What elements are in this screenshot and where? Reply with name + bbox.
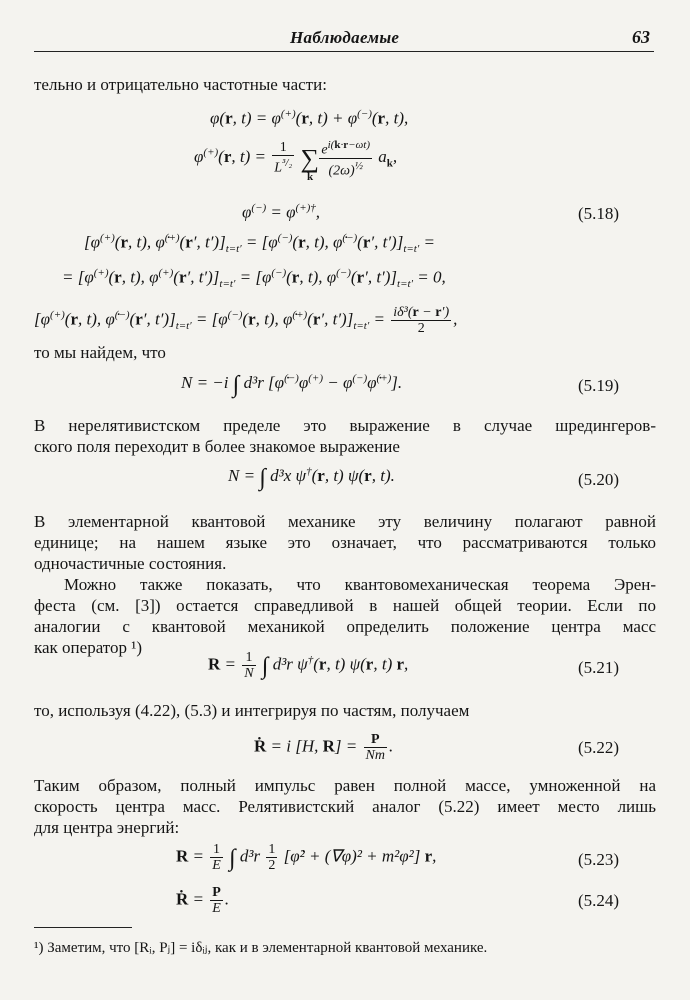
equation-commutator-1: [φ(+)(r, t), φ̇(+)(r′, $t')]_{t=t'} = [\varphi^{(-)}(r$, t), φ̇(−)(r′, $t')]_{t=t'}$ = — [84, 232, 436, 256]
paragraph-momentum — [34, 775, 656, 838]
equation-center-of-energy: R = $\frac{1}{E}$ ∫ d³r $\frac{1}{2}$ [φ̇² + (∇φ)² + m²φ²] r, — [176, 842, 437, 873]
equation-number: (5.24) — [578, 891, 620, 910]
equation-schrodinger-number: N = ∫ d³x ψ†(r, t) ψ(r, t). — [228, 465, 395, 491]
equation-number: (5.18) — [578, 204, 620, 223]
equation-phi-minus: φ(−) = φ(+)†, — [242, 202, 321, 222]
equation-phi-plus: φ(+)(r, t) = $\frac{1}{L^{^3/_2}}$ $\sum_k$ $\frac{e^{i(k\cdot r-\omega t)}}{(2\omega)^{\frac{1}{2}}}$ $a_k$, — [194, 139, 398, 184]
paragraph-ehrenfest — [34, 574, 656, 658]
text-line: для центра энергий: — [34, 818, 180, 837]
equation-number: (5.21) — [578, 658, 620, 677]
text-line: то, используя (4.22), (5.3) и интегрируя по частям, получаем — [34, 701, 470, 720]
text-line: как оператор ¹) — [34, 638, 143, 657]
text-line: В нерелятивистском пределе это выражение в случае шредингеров- — [34, 416, 656, 435]
text-line: Можно также показать, что квантовомеханическая теорема Эрен- — [64, 575, 656, 594]
equation-center-of-mass: R = $\frac{1}{N}$ ∫ d³r ψ†(r, t) ψ(r, t) r, — [208, 650, 409, 681]
paragraph-then — [34, 342, 656, 363]
text-line: В элементарной квантовой механике эту величину полагают равной — [34, 512, 656, 531]
paragraph-elementary — [34, 511, 656, 574]
equation-particle-number: N = −i ∫ d³r [φ̇(−)φ(+) − φ(−)φ̇(+)]. — [181, 372, 403, 398]
text-line: аналогии с квантовой механикой определить положение центра масс — [34, 617, 656, 636]
paragraph-intro — [34, 74, 656, 95]
text-line: ского поля переходит в более знакомое выражение — [34, 437, 400, 456]
equation-phi-split: φ(r, t) = φ(+)(r, t) + φ(−)(r, t), — [210, 108, 409, 128]
text-line: то мы найдем, что — [34, 343, 166, 362]
equation-commutator-2: = [φ(+)(r, t), φ(+)(r′, $t')]_{t=t'} = [\varphi^{(-)}(r$, t), φ(−)(r′, $t')]_{t=t'} = 0$, — [62, 267, 446, 291]
running-title: Наблюдаемые — [290, 28, 400, 47]
page-number: 63 — [632, 27, 650, 47]
text-line: феста (см. [3]) остается справедливой в нашей общей теории. Если по — [34, 596, 656, 615]
equation-velocity: Ṙ = i [H, R] = $\frac{P}{Nm}$ . — [254, 732, 394, 763]
equation-number: (5.20) — [578, 470, 620, 489]
equation-number: (5.19) — [578, 376, 620, 395]
text-line: единице; на нашем языке это означает, что рассматриваются только — [34, 533, 656, 552]
equation-energy-velocity: Ṙ = $\frac{P}{E}$ . — [176, 885, 230, 916]
footnote-rule — [34, 927, 132, 928]
footnote: ¹) Заметим, что [Rᵢ, Pⱼ] = iδᵢⱼ, как и в элементарной квантовой механике. — [34, 940, 488, 956]
paragraph-integrating — [34, 700, 656, 721]
text-line: тельно и отрицательно частотные части: — [34, 75, 327, 94]
paragraph-nonrelativistic — [34, 415, 656, 457]
equation-number: (5.22) — [578, 738, 620, 757]
header-rule — [34, 51, 654, 52]
text-line: одночастичные состояния. — [34, 554, 227, 573]
text-line: скорость центра масс. Релятивистский аналог (5.22) имеет место лишь — [34, 797, 656, 816]
equation-commutator-3: [φ(+)(r, t), φ̇(−)(r′, $t')]_{t=t'} = [\varphi^{(-)}(r$, t), φ̇(+)(r′, $t')]_{t=t'}$ = $\frac{\text{iδ³(r − r′)}}{2}$ , — [34, 305, 458, 336]
equation-number: (5.23) — [578, 850, 620, 869]
text-line: Таким образом, полный импульс равен полной массе, умноженной на — [34, 776, 656, 795]
